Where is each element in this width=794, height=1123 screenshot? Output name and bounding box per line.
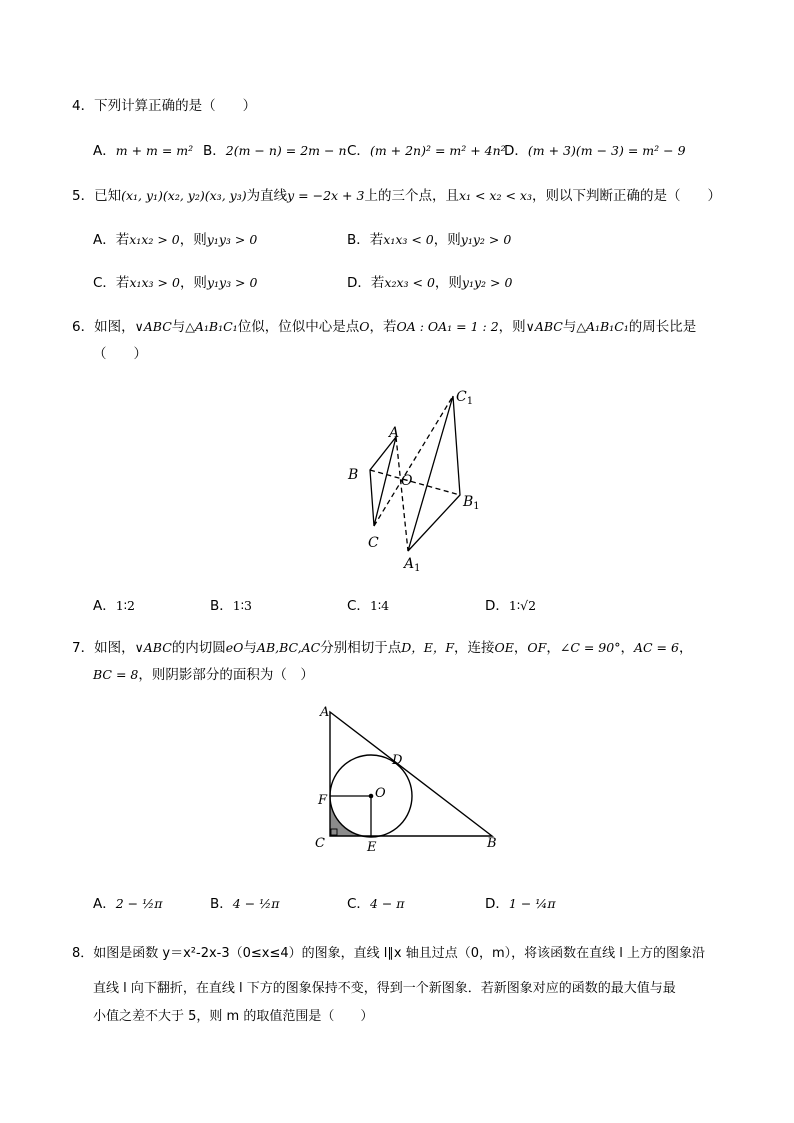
q4-option-a: A．m + m = m² bbox=[93, 143, 194, 159]
q5-option-a: A．若x₁x₂ > 0，则y₁y₃ > 0 bbox=[93, 232, 258, 248]
triangle-abc bbox=[330, 712, 492, 836]
q7-incircle-figure bbox=[310, 700, 510, 855]
dashed-line-cc1 bbox=[374, 396, 453, 526]
q5-option-c: C．若x₁x₃ > 0，则y₁y₃ > 0 bbox=[93, 275, 258, 291]
q4-option-c: C．(m + 2n)² = m² + 4n² bbox=[347, 143, 506, 159]
q5-option-d: D．若x₂x₃ < 0，则y₁y₂ > 0 bbox=[347, 275, 513, 291]
q6-option-c: C．1∶4 bbox=[347, 598, 390, 614]
label-b: B bbox=[487, 836, 497, 851]
q5-option-b: B．若x₁x₃ < 0，则y₁y₂ > 0 bbox=[347, 232, 512, 248]
q6-option-d: D．1∶√2 bbox=[485, 598, 537, 614]
q8-stem-line3: 小值之差不大于 5，则 m 的取值范围是（ ） bbox=[93, 1009, 374, 1024]
q6-homothety-figure bbox=[340, 385, 500, 575]
q7-option-a: A．2 − ½π bbox=[93, 896, 163, 912]
label-a1: $A_1$ bbox=[404, 556, 421, 574]
label-d: D bbox=[392, 753, 403, 768]
q6-answer-paren: （ ） bbox=[93, 346, 147, 362]
label-c1: $C_1$ bbox=[456, 389, 474, 407]
q4-stem: 4．下列计算正确的是（ ） bbox=[72, 98, 257, 114]
q8-stem-line2: 直线 l 向下翻折，在直线 l 下方的图象保持不变，得到一个新图象．若新图象对应的函数的最大值与最 bbox=[93, 981, 676, 996]
q4-option-d: D．(m + 3)(m − 3) = m² − 9 bbox=[504, 143, 686, 159]
label-o: O bbox=[375, 786, 386, 801]
dashed-line-bb1 bbox=[370, 470, 460, 495]
label-e: E bbox=[367, 840, 377, 855]
triangle-abc bbox=[370, 437, 396, 526]
triangle-a1b1c1 bbox=[408, 396, 460, 551]
dashed-line-aa1 bbox=[396, 437, 408, 551]
q6-option-b: B．1∶3 bbox=[210, 598, 252, 614]
label-c: C bbox=[315, 836, 325, 851]
q6-stem: 6．如图，∨ABC与△A₁B₁C₁位似，位似中心是点O，若OA : OA₁ = 1 : 2，则∨ABC与△A₁B₁C₁的周长比是 bbox=[72, 319, 697, 335]
label-a: A bbox=[320, 705, 330, 720]
q7-stem-line1: 7．如图，∨ABC的内切圆eO与AB,BC,AC分别相切于点D，E，F，连接OE，OF，∠C = 90°，AC = 6， bbox=[72, 640, 693, 656]
label-b1: $B_1$ bbox=[463, 494, 480, 512]
q7-option-d: D．1 − ¼π bbox=[485, 896, 556, 912]
label-f: F bbox=[318, 793, 328, 808]
q5-stem: 5．已知(x₁, y₁)(x₂, y₂)(x₃, y₃)为直线y = −2x + 3上的三个点，且x₁ < x₂ < x₃，则以下判断正确的是（ ） bbox=[72, 188, 721, 204]
shaded-region bbox=[330, 796, 371, 836]
q6-option-a: A．1∶2 bbox=[93, 598, 135, 614]
q7-option-c: C．4 − π bbox=[347, 896, 405, 912]
q4-option-b: B．2(m − n) = 2m − n bbox=[203, 143, 347, 159]
q7-stem-line2: BC = 8，则阴影部分的面积为（ ） bbox=[93, 667, 314, 683]
label-c: C bbox=[368, 535, 379, 551]
label-o: O bbox=[401, 473, 413, 489]
q8-stem-line1: 8．如图是函数 y＝x²-2x-3（0≤x≤4）的图象，直线 l∥x 轴且过点（0，m），将该函数在直线 l 上方的图象沿 bbox=[72, 946, 706, 961]
label-b: B bbox=[348, 467, 359, 483]
q7-option-b: B．4 − ½π bbox=[210, 896, 280, 912]
label-a: A bbox=[389, 425, 400, 441]
center-point-o bbox=[369, 794, 374, 799]
